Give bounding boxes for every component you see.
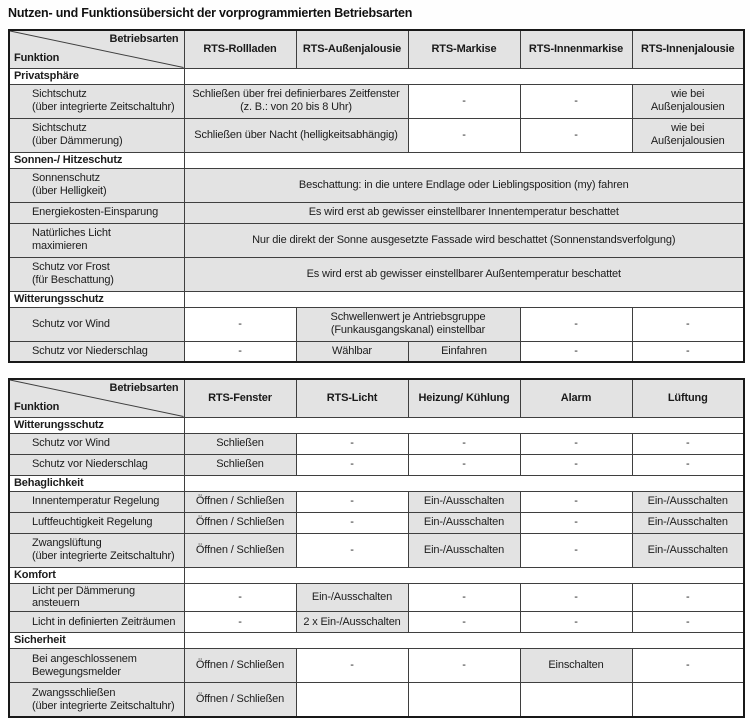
value-cell: - — [520, 533, 632, 567]
row-label-cell: Sichtschutz (über integrierte Zeitschaltuhr) — [9, 84, 184, 118]
header-row — [9, 379, 744, 417]
value-cell: - — [632, 454, 744, 475]
row-label-cell: Zwangslüftung (über integrierte Zeitschaltuhr) — [9, 533, 184, 567]
row-label-cell: Innentemperatur Regelung — [9, 491, 184, 512]
section-label-cell: Privatsphäre — [9, 68, 184, 84]
column-header-rts-aussenjalousie: RTS-Außenjalousie — [296, 30, 408, 68]
value-cell: - — [408, 649, 520, 683]
value-cell: - — [408, 583, 520, 612]
corner-label-betriebsarten: Betriebsarten — [109, 382, 179, 394]
value-cell: - — [520, 512, 632, 533]
value-cell: wie bei Außenjalousien — [632, 118, 744, 152]
value-cell: - — [184, 307, 296, 341]
value-cell: wie bei Außenjalousien — [632, 84, 744, 118]
section-label-cell: Behaglichkeit — [9, 475, 184, 491]
section-row-witterungsschutz — [9, 291, 744, 307]
value-cell — [296, 683, 408, 717]
value-cell: Beschattung: in die untere Endlage oder Lieblingsposition (my) fahren — [184, 168, 744, 202]
section-filler-cell — [184, 417, 744, 433]
table-row — [9, 454, 744, 475]
value-cell: - — [296, 533, 408, 567]
value-cell: - — [632, 612, 744, 633]
value-cell: - — [632, 307, 744, 341]
section-label-cell: Sicherheit — [9, 633, 184, 649]
row-label-cell: Bei angeschlossenem Bewegungsmelder — [9, 649, 184, 683]
table-row — [9, 512, 744, 533]
row-label-cell: Natürliches Licht maximieren — [9, 223, 184, 257]
page-title: Nutzen- und Funktionsübersicht der vorprogrammierten Betriebsarten — [8, 6, 413, 20]
value-cell: Ein-/Ausschalten — [408, 491, 520, 512]
row-label-cell: Schutz vor Wind — [9, 433, 184, 454]
value-cell: - — [408, 433, 520, 454]
column-header-rts-markise: RTS-Markise — [408, 30, 520, 68]
row-label-cell: Zwangsschließen (über integrierte Zeitschaltuhr) — [9, 683, 184, 717]
section-filler-cell — [184, 291, 744, 307]
table-row — [9, 168, 744, 202]
column-header-rts-innenjalousie: RTS-Innenjalousie — [632, 30, 744, 68]
value-cell: 2 x Ein-/Ausschalten — [296, 612, 408, 633]
value-cell: Schließen über Nacht (helligkeitsabhängig) — [184, 118, 408, 152]
value-cell: - — [520, 583, 632, 612]
table-row — [9, 118, 744, 152]
value-cell: - — [296, 649, 408, 683]
betriebsarten-table-rts-behaenge — [8, 29, 745, 363]
section-row-witterungsschutz — [9, 417, 744, 433]
section-filler-cell — [184, 475, 744, 491]
section-row-sicherheit — [9, 633, 744, 649]
value-cell: - — [296, 512, 408, 533]
value-cell: - — [408, 118, 520, 152]
row-label-cell: Schutz vor Wind — [9, 307, 184, 341]
value-cell: - — [296, 491, 408, 512]
value-cell: Öffnen / Schließen — [184, 533, 296, 567]
section-row-behaglichkeit — [9, 475, 744, 491]
row-label-cell: Licht per Dämmerung ansteuern — [9, 583, 184, 612]
value-cell: - — [520, 341, 632, 362]
table-row — [9, 202, 744, 223]
value-cell: Einschalten — [520, 649, 632, 683]
section-filler-cell — [184, 633, 744, 649]
value-cell: - — [408, 612, 520, 633]
value-cell: Öffnen / Schließen — [184, 512, 296, 533]
value-cell: Es wird erst ab gewisser einstellbarer Innentemperatur beschattet — [184, 202, 744, 223]
value-cell: Ein-/Ausschalten — [408, 512, 520, 533]
section-row-privatsphaere — [9, 68, 744, 84]
value-cell: - — [520, 307, 632, 341]
section-label-cell: Witterungsschutz — [9, 291, 184, 307]
corner-header-cell — [9, 379, 184, 417]
table-row — [9, 533, 744, 567]
column-header-rts-licht: RTS-Licht — [296, 379, 408, 417]
value-cell: Schließen über frei definierbares Zeitfenster (z. B.: von 20 bis 8 Uhr) — [184, 84, 408, 118]
value-cell: - — [296, 454, 408, 475]
column-header-rts-fenster: RTS-Fenster — [184, 379, 296, 417]
value-cell: - — [408, 84, 520, 118]
corner-label-funktion: Funktion — [14, 400, 60, 413]
row-label-cell: Licht in definierten Zeiträumen — [9, 612, 184, 633]
corner-label-betriebsarten: Betriebsarten — [109, 33, 179, 45]
value-cell: Ein-/Ausschalten — [632, 491, 744, 512]
corner-header-cell — [9, 30, 184, 68]
value-cell — [408, 683, 520, 717]
column-header-lueftung: Lüftung — [632, 379, 744, 417]
value-cell: - — [632, 433, 744, 454]
section-filler-cell — [184, 152, 744, 168]
row-label-cell: Schutz vor Niederschlag — [9, 341, 184, 362]
row-label-cell: Schutz vor Niederschlag — [9, 454, 184, 475]
section-filler-cell — [184, 68, 744, 84]
column-header-alarm: Alarm — [520, 379, 632, 417]
header-row — [9, 30, 744, 68]
table-row — [9, 683, 744, 717]
row-label-cell: Luftfeuchtigkeit Regelung — [9, 512, 184, 533]
value-cell: Nur die direkt der Sonne ausgesetzte Fassade wird beschattet (Sonnenstandsverfolgung) — [184, 223, 744, 257]
table-row — [9, 257, 744, 291]
table-row — [9, 84, 744, 118]
section-label-cell: Komfort — [9, 567, 184, 583]
value-cell: Einfahren — [408, 341, 520, 362]
value-cell: Ein-/Ausschalten — [632, 512, 744, 533]
value-cell: - — [632, 341, 744, 362]
value-cell: Ein-/Ausschalten — [296, 583, 408, 612]
row-label-cell: Energiekosten-Einsparung — [9, 202, 184, 223]
value-cell: - — [520, 491, 632, 512]
value-cell: Wählbar — [296, 341, 408, 362]
column-header-heizung-kuehlung: Heizung/ Kühlung — [408, 379, 520, 417]
section-label-cell: Witterungsschutz — [9, 417, 184, 433]
table-row — [9, 491, 744, 512]
value-cell: - — [520, 84, 632, 118]
value-cell: Ein-/Ausschalten — [408, 533, 520, 567]
value-cell: - — [632, 649, 744, 683]
value-cell: - — [632, 583, 744, 612]
corner-label-funktion: Funktion — [14, 51, 60, 64]
table-row — [9, 223, 744, 257]
value-cell: Öffnen / Schließen — [184, 491, 296, 512]
betriebsarten-table-haustechnik — [8, 378, 745, 718]
column-header-rts-rollladen: RTS-Rollladen — [184, 30, 296, 68]
section-row-komfort — [9, 567, 744, 583]
table-row — [9, 649, 744, 683]
section-label-cell: Sonnen-/ Hitzeschutz — [9, 152, 184, 168]
table-row — [9, 433, 744, 454]
value-cell: - — [408, 454, 520, 475]
value-cell: - — [520, 433, 632, 454]
value-cell: Öffnen / Schließen — [184, 649, 296, 683]
value-cell: Es wird erst ab gewisser einstellbarer Außentemperatur beschattet — [184, 257, 744, 291]
column-header-rts-innenmarkise: RTS-Innenmarkise — [520, 30, 632, 68]
table-row — [9, 307, 744, 341]
section-filler-cell — [184, 567, 744, 583]
table-row — [9, 612, 744, 633]
value-cell — [632, 683, 744, 717]
value-cell: - — [520, 612, 632, 633]
value-cell: - — [184, 583, 296, 612]
value-cell: - — [520, 118, 632, 152]
value-cell: - — [184, 612, 296, 633]
value-cell: - — [520, 454, 632, 475]
value-cell: Schwellenwert je Antriebsgruppe (Funkausgangskanal) einstellbar — [296, 307, 520, 341]
row-label-cell: Sichtschutz (über Dämmerung) — [9, 118, 184, 152]
value-cell: Schließen — [184, 433, 296, 454]
row-label-cell: Schutz vor Frost (für Beschattung) — [9, 257, 184, 291]
value-cell: - — [296, 433, 408, 454]
value-cell: Öffnen / Schließen — [184, 683, 296, 717]
value-cell: - — [184, 341, 296, 362]
section-row-sonnen-hitzeschutz — [9, 152, 744, 168]
table-row — [9, 583, 744, 612]
row-label-cell: Sonnenschutz (über Helligkeit) — [9, 168, 184, 202]
value-cell — [520, 683, 632, 717]
table-row — [9, 341, 744, 362]
value-cell: Ein-/Ausschalten — [632, 533, 744, 567]
value-cell: Schließen — [184, 454, 296, 475]
